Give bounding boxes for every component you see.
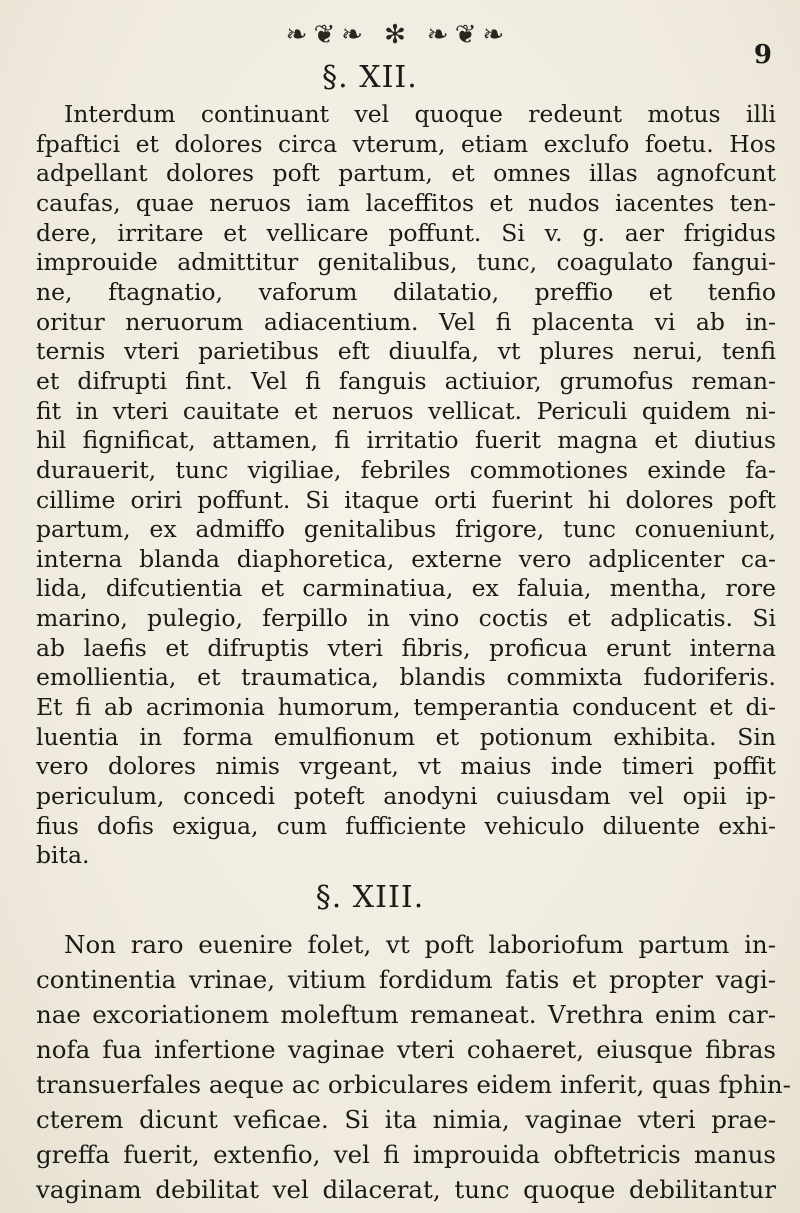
text-line: fius dofis exigua, cum fufficiente vehiculo diluente exhi- xyxy=(36,811,776,840)
text-line: periculum, concedi poteft anodyni cuiusdam vel opii ip- xyxy=(36,782,776,811)
page-header xyxy=(0,12,800,70)
section-heading-xii: §. XII. xyxy=(322,60,418,95)
text-line: ternis vteri parietibus eft diuulfa, vt plures nerui, tenfi xyxy=(36,337,776,366)
header-ornament: ❧❦❧ ✻ ❧❦❧ xyxy=(285,20,511,50)
text-line: adpellant dolores poft partum, et omnes illas agnofcunt xyxy=(36,159,776,188)
text-line: durauerit, tunc vigiliae, febriles commotiones exinde fa- xyxy=(36,455,776,484)
text-line: nofa fua infertione vaginae vteri cohaeret, eiusque fibras xyxy=(36,1035,776,1064)
text-line: continentia vrinae, vitium fordidum fatis et propter vagi- xyxy=(36,965,776,994)
page-number: 9 xyxy=(753,40,772,70)
text-line: cillime oriri poffunt. Si itaque orti fuerint hi dolores poft xyxy=(36,485,776,514)
text-line: ab laefis et difruptis vteri fibris, proficua erunt interna xyxy=(36,633,776,662)
text-line: fit in vteri cauitate et neruos vellicat. Periculi quidem ni- xyxy=(36,396,776,425)
text-line: fpaftici et dolores circa vterum, etiam exclufo foetu. Hos xyxy=(36,129,776,158)
text-line: Et fi ab acrimonia humorum, temperantia conducent et di- xyxy=(36,693,776,722)
text-line: et difrupti fint. Vel fi fanguis actiuior, grumofus reman- xyxy=(36,366,776,395)
text-line: transuerfales aeque ac orbiculares eidem inferit, quas fphin- xyxy=(36,1070,791,1099)
text-line: dere, irritare et vellicare poffunt. Si v. g. aer frigidus xyxy=(36,218,776,247)
text-line: greffa fuerit, extenfio, vel fi improuida obftetricis manus xyxy=(36,1140,776,1169)
text-line: cterem dicunt veficae. Si ita nimia, vaginae vteri prae- xyxy=(36,1105,776,1134)
text-line: emollientia, et traumatica, blandis commixta fudoriferis. xyxy=(36,663,776,692)
text-line: interna blanda diaphoretica, externe vero adplicenter ca- xyxy=(36,544,776,573)
text-line: improuide admittitur genitalibus, tunc, coagulato fangui- xyxy=(36,248,776,277)
text-line: Non raro euenire folet, vt poft laboriofum partum in- xyxy=(64,930,776,959)
text-line: luentia in forma emulfionum et potionum exhibita. Sin xyxy=(36,722,776,751)
text-line: vero dolores nimis vrgeant, vt maius inde timeri poffit xyxy=(36,752,776,781)
text-line: partum, ex admiffo genitalibus frigore, tunc conueniunt, xyxy=(36,515,776,544)
text-line: ne, ftagnatio, vaforum dilatatio, preffio et tenfio xyxy=(36,277,776,306)
text-line: marino, pulegio, ferpillo in vino coctis et adplicatis. Si xyxy=(36,604,776,633)
text-line: hil fignificat, attamen, fi irritatio fuerit magna et diutius xyxy=(36,426,776,455)
text-line: oritur neruorum adiacentium. Vel fi placenta vi ab in- xyxy=(36,307,776,336)
text-line: caufas, quae neruos iam laceffitos et nudos iacentes ten- xyxy=(36,188,776,217)
text-line: vaginam debilitat vel dilacerat, tunc quoque debilitantur xyxy=(36,1175,776,1204)
text-line: bita. xyxy=(36,841,90,870)
text-line: nae excoriationem moleftum remaneat. Vrethra enim car- xyxy=(36,1000,776,1029)
section-heading-xiii: §. XIII. xyxy=(315,880,425,915)
text-line: lida, difcutientia et carminatiua, ex faluia, mentha, rore xyxy=(36,574,776,603)
text-line: Interdum continuant vel quoque redeunt motus illi xyxy=(64,100,776,128)
